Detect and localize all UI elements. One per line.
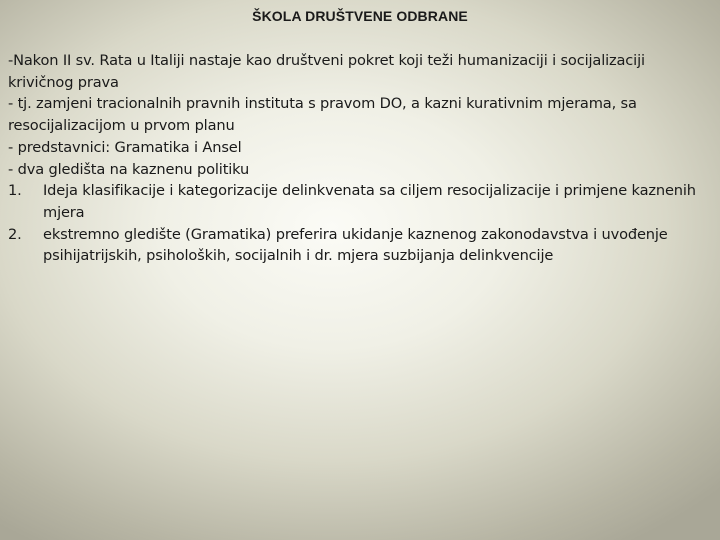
paragraph-representatives: - predstavnici: Gramatika i Ansel <box>8 138 242 156</box>
paragraph-replacement: - tj. zamjeni tracionalnih pravnih instituta s pravom DO, a kazni kurativnim mjerama, sa resocijalizacijom u prvom planu <box>8 95 637 135</box>
numbered-item-1 <box>8 180 714 223</box>
paragraph-intro: -Nakon II sv. Rata u Italiji nastaje kao društveni pokret koji teži humanizaciji i socijalizaciji krivičnog prava <box>8 52 645 91</box>
item-number: 1. <box>8 182 22 200</box>
numbered-item-2 <box>8 224 714 267</box>
item-text: ekstremno gledište (Gramatika) preferira ukidanje kaznenog zakonodavstva i uvođenje psihijatrijskih, psiholoških, socijalnih i dr. mjera suzbijanja delinkvencije <box>43 225 668 265</box>
item-number: 2. <box>8 225 22 243</box>
item-text: Ideja klasifikacije i kategorizacije delinkvenata sa ciljem resocijalizacije i primjene kaznenih mjera <box>43 182 696 221</box>
slide-content <box>8 50 714 267</box>
paragraph-viewpoints: - dva gledišta na kaznenu politiku <box>8 160 250 178</box>
slide-title: ŠKOLA DRUŠTVENE ODBRANE <box>252 8 468 24</box>
